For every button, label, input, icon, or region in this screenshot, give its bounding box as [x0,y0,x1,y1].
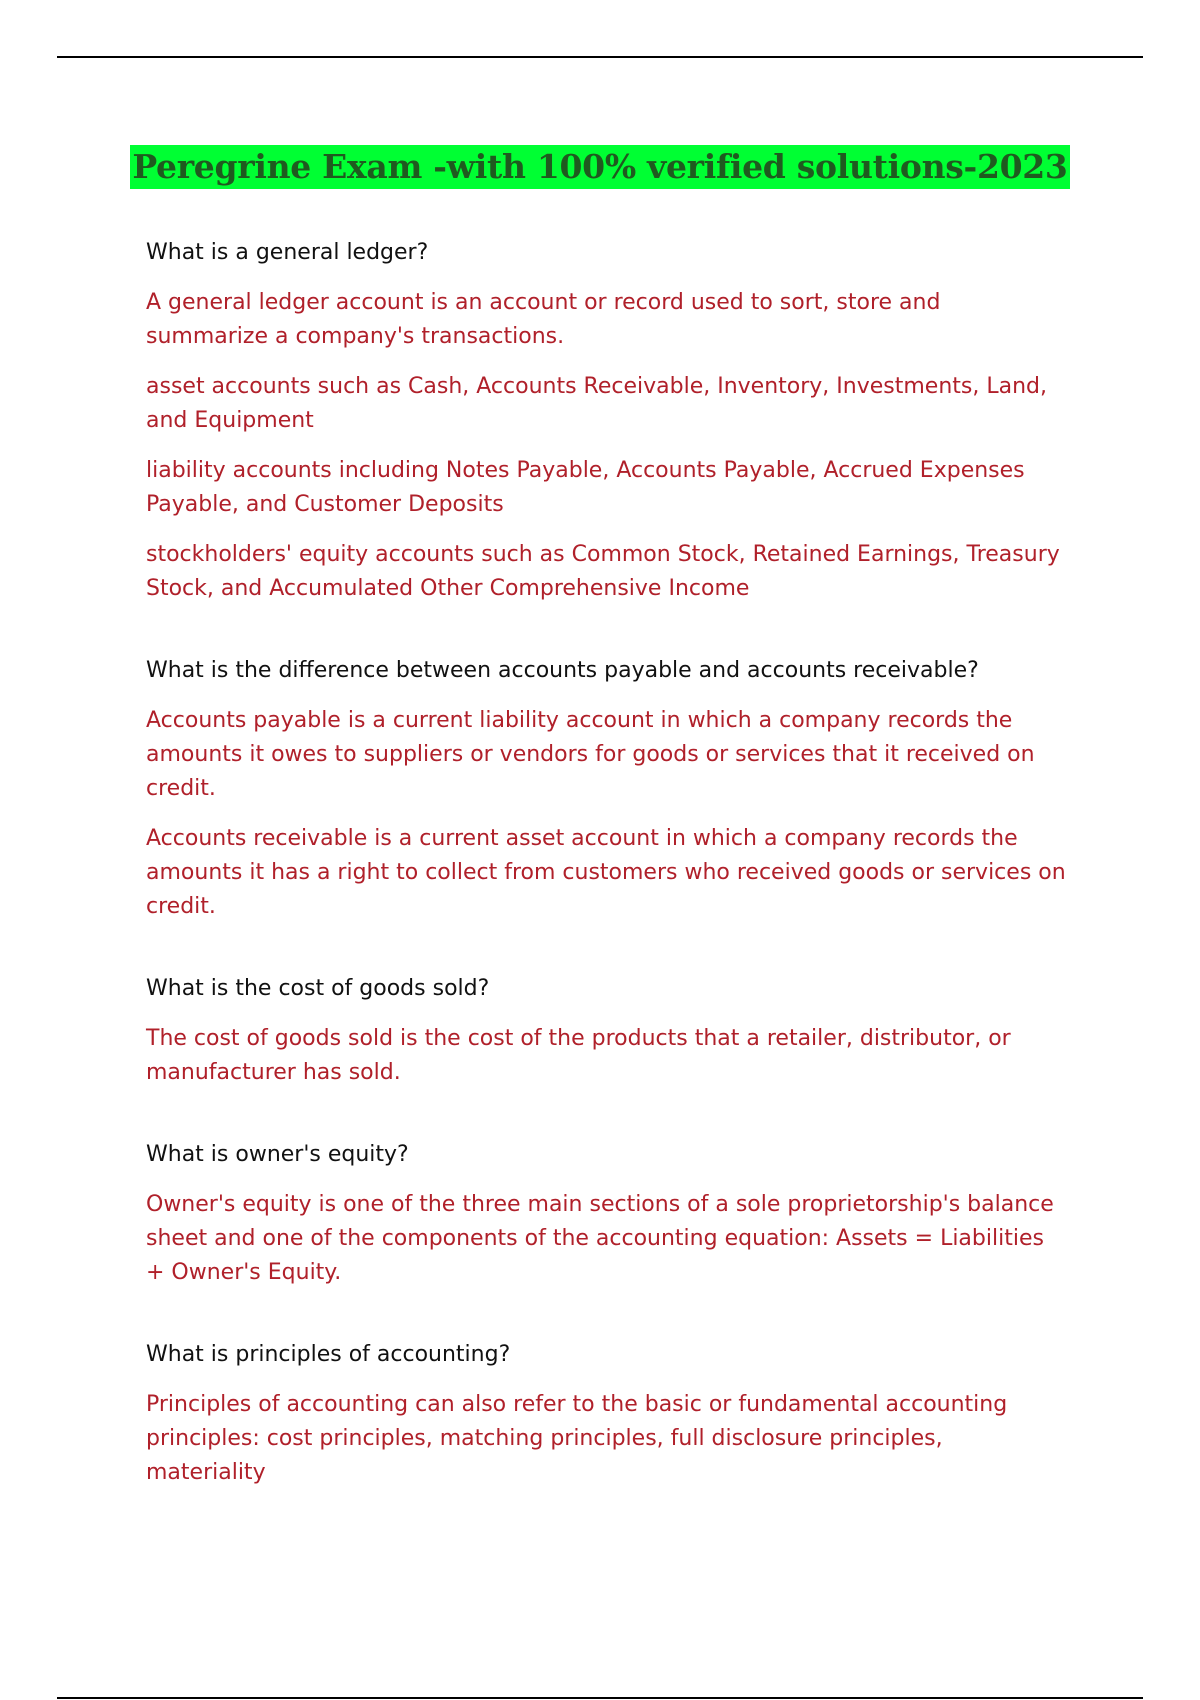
question: What is a general ledger? [146,240,429,265]
top-rule [57,56,1143,58]
answer: Principles of accounting can also refer to the basic or fundamental accounting principles: cost principles, matching principles, full disclosure principles, materiality [146,1392,1008,1485]
answer: The cost of goods sold is the cost of the products that a retailer, distributor, or manufacturer has sold. [146,1026,1011,1085]
qa-block-general-ledger [146,236,1066,606]
qa-block-owners-equity [146,1138,1066,1290]
answer: A general ledger account is an account or record used to sort, store and summarize a company's transactions. [146,290,941,349]
answer: Accounts receivable is a current asset account in which a company records the amounts it has a right to collect from customers who received goods or services on credit. [146,826,1066,919]
answer: stockholders' equity accounts such as Common Stock, Retained Earnings, Treasury Stock, and Accumulated Other Comprehensive Income [146,542,1060,601]
answer: asset accounts such as Cash, Accounts Receivable, Inventory, Investments, Land, and Equipment [146,374,1047,433]
document-body [146,236,1066,1538]
qa-block-principles-of-accounting [146,1338,1066,1490]
question: What is the cost of goods sold? [146,976,490,1001]
question: What is owner's equity? [146,1142,409,1167]
answer: Owner's equity is one of the three main sections of a sole proprietorship's balance sheet and one of the components of the accounting equation: Assets = Liabilities + Owner's Equity. [146,1192,1054,1285]
answer: liability accounts including Notes Payable, Accounts Payable, Accrued Expenses Payable, and Customer Deposits [146,458,1025,517]
qa-block-cost-of-goods-sold [146,972,1066,1090]
question: What is principles of accounting? [146,1342,511,1367]
question: What is the difference between accounts payable and accounts receivable? [146,658,979,683]
bottom-rule [57,1697,1143,1699]
answer: Accounts payable is a current liability account in which a company records the amounts it owes to suppliers or vendors for goods or services that it received on credit. [146,708,1035,801]
title-block [0,145,1200,189]
document-title: Peregrine Exam -with 100% verified solutions-2023 [130,145,1069,189]
qa-block-payable-receivable [146,654,1066,924]
